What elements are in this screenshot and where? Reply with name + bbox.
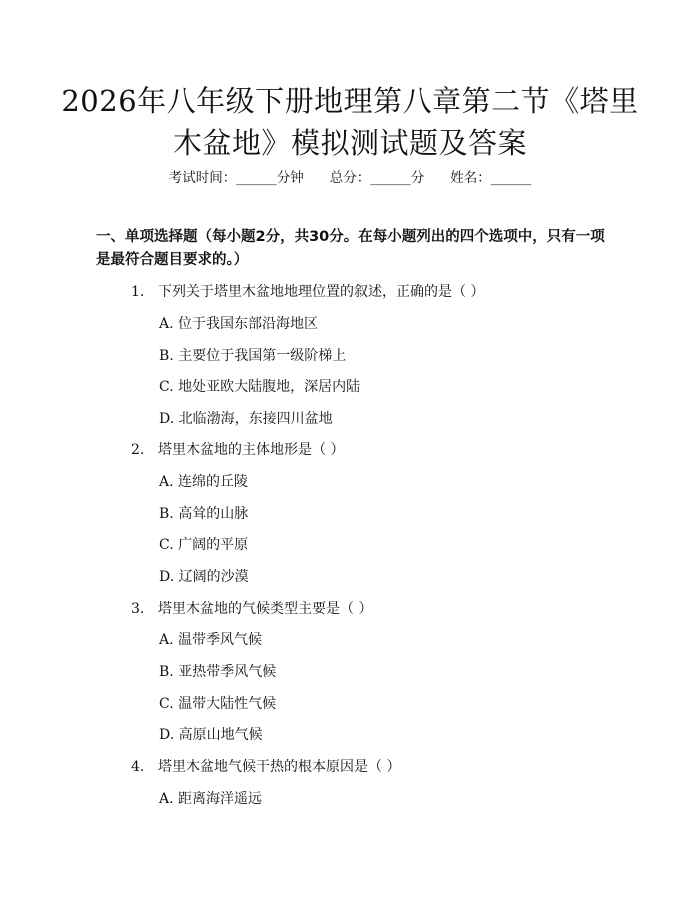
question-4 xyxy=(131,757,400,777)
question-2-option-b: B. 高耸的山脉 xyxy=(159,506,249,522)
question-1-option-a: A. 位于我国东部沿海地区 xyxy=(159,316,319,332)
question-3-option-a: A. 温带季风气候 xyxy=(159,632,263,648)
question-3 xyxy=(131,599,372,619)
question-3-option-b: B. 亚热带季风气候 xyxy=(159,664,277,680)
question-3-option-c: C. 温带大陆性气候 xyxy=(159,696,277,712)
question-1-option-c: C. 地处亚欧大陆腹地，深居内陆 xyxy=(159,379,361,395)
question-text: 下列关于塔里木盆地地理位置的叙述，正确的是（ ） xyxy=(158,284,485,300)
exam-meta xyxy=(0,168,700,188)
exam-name: 姓名：______ xyxy=(450,170,532,186)
title-line-2: 木盆地》模拟测试题及答案 xyxy=(172,126,527,160)
question-4-option-a: A. 距离海洋遥远 xyxy=(159,791,263,807)
question-1-option-d: D. 北临渤海，东接四川盆地 xyxy=(159,411,333,427)
question-2 xyxy=(131,440,344,460)
exam-time: 考试时间：______分钟 xyxy=(168,170,304,186)
question-2-option-c: C. 广阔的平原 xyxy=(159,537,249,553)
title-line-1: 2026年八年级下册地理第八章第二节《塔里 xyxy=(61,84,639,118)
question-text: 塔里木盆地的气候类型主要是（ ） xyxy=(158,601,373,617)
question-2-option-a: A. 连绵的丘陵 xyxy=(159,474,249,490)
question-text: 塔里木盆地气候干热的根本原因是（ ） xyxy=(158,759,401,775)
exam-total-score: 总分：______分 xyxy=(329,170,425,186)
section-heading xyxy=(96,226,616,272)
question-3-option-d: D. 高原山地气候 xyxy=(159,727,263,743)
question-number: 1. xyxy=(131,284,145,300)
page-title xyxy=(0,80,700,164)
question-number: 3. xyxy=(131,601,145,617)
question-text: 塔里木盆地的主体地形是（ ） xyxy=(158,442,345,458)
question-number: 4. xyxy=(131,759,145,775)
question-1 xyxy=(131,282,484,302)
section-heading-line-1: 一、单项选择题（每小题2分，共30分。在每小题列出的四个选项中，只有一项 xyxy=(96,229,605,245)
question-1-option-b: B. 主要位于我国第一级阶梯上 xyxy=(159,348,347,364)
question-number: 2. xyxy=(131,442,145,458)
section-heading-line-2: 是最符合题目要求的。） xyxy=(96,252,249,268)
question-2-option-d: D. 辽阔的沙漠 xyxy=(159,569,249,585)
